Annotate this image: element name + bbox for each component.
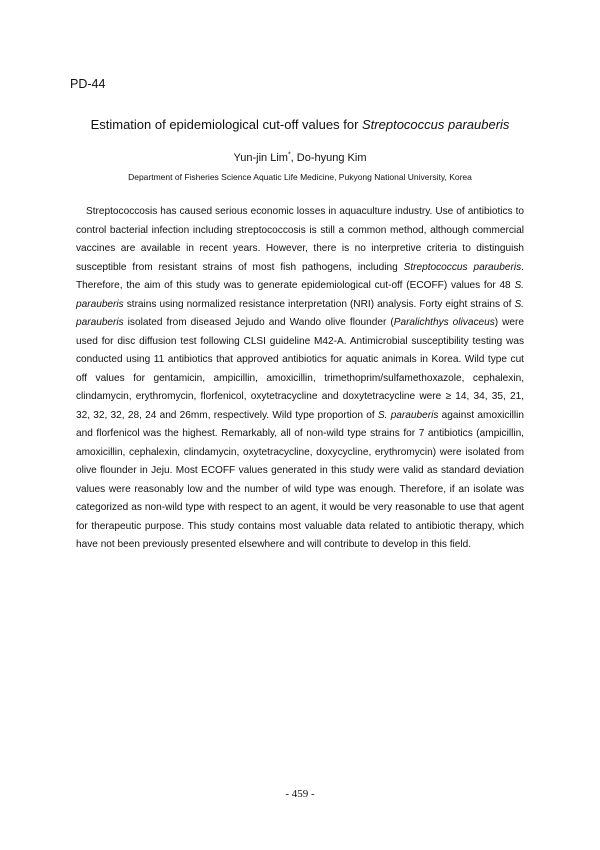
abstract-code: PD-44	[70, 77, 106, 91]
abstract-text: strains using normalized resistance interpretation (NRI) analysis. Forty eight strains of	[123, 298, 515, 310]
abstract-text: isolated from diseased Jejudo and Wando olive flounder (	[123, 317, 394, 328]
abstract-italic: Streptococcus parauberis	[403, 261, 522, 273]
paper-title	[0, 117, 600, 132]
abstract-text: ) were used for disc diffusion test following CLSI guideline M42-A. Antimicrobial susceptibility testing was conducted using 11 antibiotics that approved antibiotics for aquatic animals in Korea. Wild type cut off values for gentamicin, ampicillin, amoxicillin, trimethoprim/sulfamethoxazole, cephalexin, clindamycin, erythromycin, florfenicol, oxytetracycline and doxytetracycline were ≥ 14, 34, 35, 21, 32, 32, 32, 28, 24 and 26mm, respectively. Wild type proportion of	[76, 317, 524, 421]
corresponding-mark: *	[287, 151, 291, 159]
page-number: - 459 -	[285, 788, 315, 800]
author-rest: , Do-hyung Kim	[290, 152, 367, 164]
abstract-italic: Paralichthys olivaceus	[393, 317, 495, 328]
abstract-italic: S. parauberis	[76, 298, 524, 328]
abstract-italic: S. parauberis	[76, 280, 524, 310]
author-list	[0, 152, 600, 164]
title-prefix: Estimation of epidemiological cut-off values for	[90, 117, 363, 132]
abstract-text: . Therefore, the aim of this study was to generate epidemiological cut-off (ECOFF) values for 48	[76, 261, 524, 291]
title-species: Streptococcus parauberis	[362, 117, 510, 132]
abstract-text: Streptococcosis has caused serious economic losses in aquaculture industry. Use of antibiotics to control bacterial infection including streptococcosis is still a common method, although commercial vaccines are available in recent years. However, there is no interpretive criteria to distinguish susceptible from resistant strains of most fish pathogens, including	[76, 206, 524, 273]
abstract-text: against amoxicillin and florfenicol was the highest. Remarkably, all of non-wild type strains for 7 antibiotics (ampicillin, amoxicillin, cephalexin, clindamycin, oxytetracycline, doxycycline, erythromycin) were isolated from olive flounder in Jeju. Most ECOFF values generated in this study were valid as standard deviation values were reasonably low and the number of wild type was enough. Therefore, if an isolate was categorized as non-wild type with respect to an agent, it would be very reasonable to use that agent for therapeutic purpose. This study contains most valuable data related to antibiotic therapy, which have not been previously presented elsewhere and will contribute to develop in this field.	[76, 409, 524, 550]
author-first: Yun-jin Lim	[233, 152, 288, 164]
affiliation: Department of Fisheries Science Aquatic Life Medicine, Pukyong National University, Korea	[128, 172, 472, 182]
abstract-body	[76, 203, 524, 555]
abstract-italic: S. parauberis	[377, 409, 439, 421]
